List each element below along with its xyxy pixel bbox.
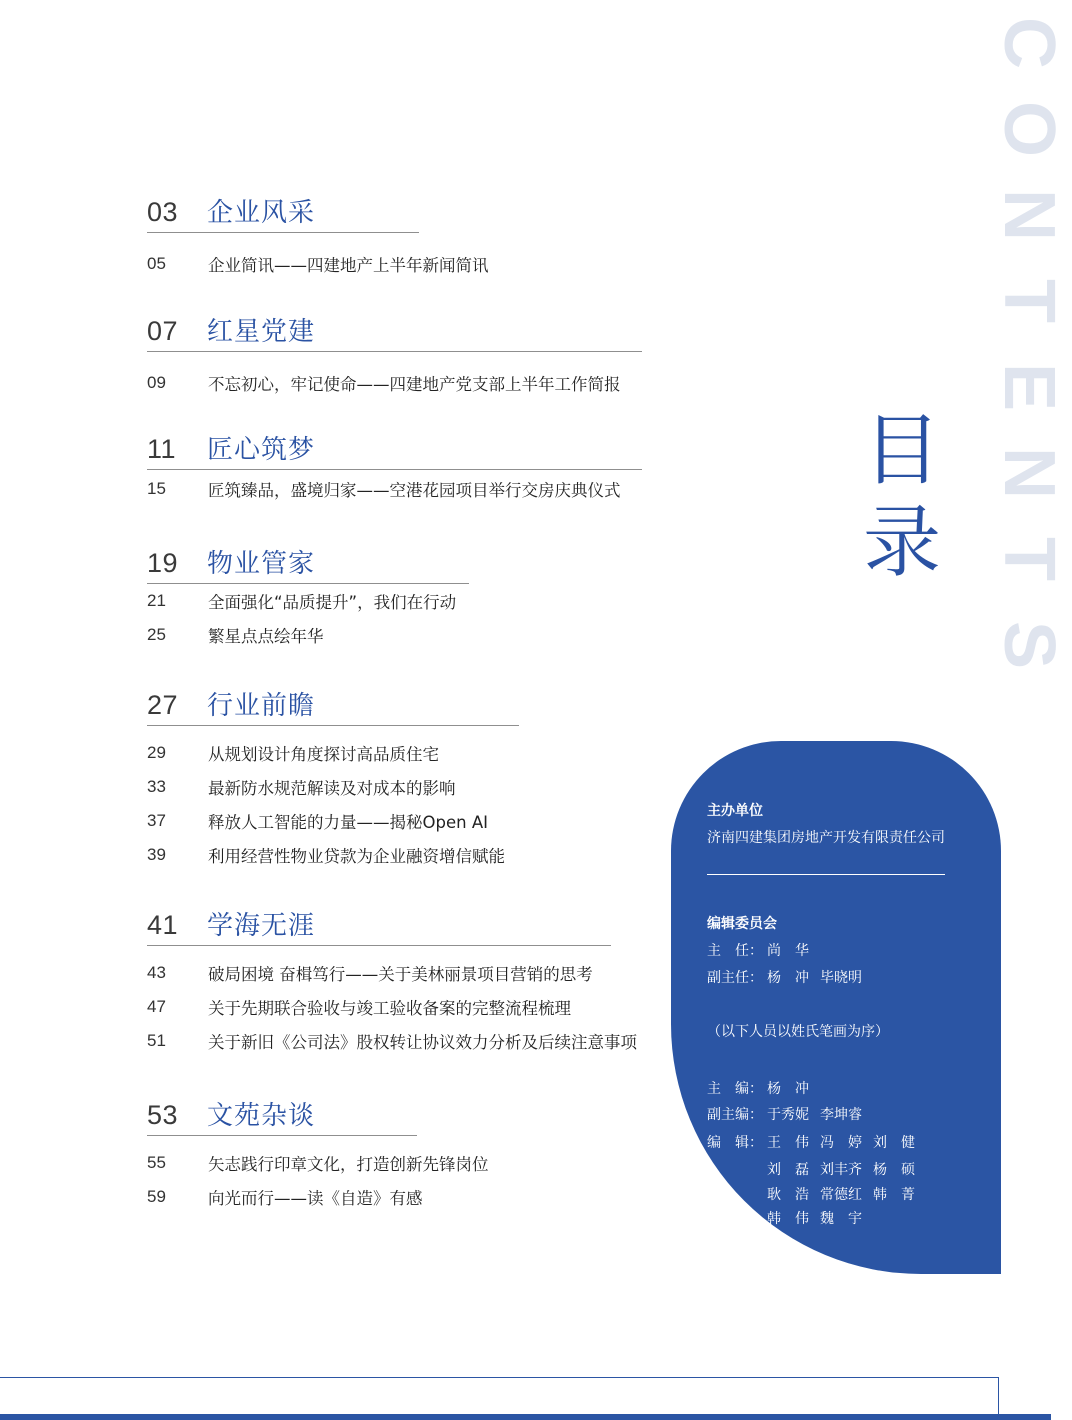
- item-page-number: 43: [147, 963, 166, 982]
- editor-name: 刘 磊: [767, 1162, 809, 1178]
- toc-item[interactable]: [147, 956, 637, 990]
- item-title: 矢志践行印章文化，打造创新先锋岗位: [208, 1155, 489, 1174]
- section-header[interactable]: [147, 429, 642, 465]
- section-title: 行业前瞻: [207, 691, 316, 721]
- section-header[interactable]: [147, 685, 519, 721]
- toc-item[interactable]: [147, 366, 642, 400]
- deputy-director-row: [707, 967, 873, 987]
- toc-section: [147, 685, 519, 872]
- item-page-number: 25: [147, 625, 166, 644]
- section-header[interactable]: [147, 1095, 489, 1131]
- section-page-number: 53: [147, 1100, 179, 1130]
- deputy-director-name: 毕晓明: [820, 970, 862, 986]
- toc-item[interactable]: [147, 584, 469, 618]
- side-letter: N: [989, 189, 1069, 241]
- item-title: 关于新旧《公司法》股权转让协议效力分析及后续注意事项: [208, 1033, 637, 1052]
- item-title: 匠筑臻品，盛境归家——空港花园项目举行交房庆典仪式: [208, 481, 621, 500]
- toc-item[interactable]: [147, 618, 469, 652]
- item-title: 不忘初心，牢记使命——四建地产党支部上半年工作简报: [208, 375, 621, 394]
- chief-editor-row: [707, 1078, 820, 1098]
- item-title: 繁星点点绘年华: [208, 627, 324, 646]
- item-page-number: 47: [147, 997, 166, 1016]
- side-letter: O: [988, 100, 1069, 158]
- editors-row: [707, 1208, 873, 1228]
- section-title: 文苑杂谈: [207, 1101, 316, 1131]
- section-header[interactable]: [147, 543, 469, 579]
- deputy-director-role: 副主任：: [707, 970, 763, 986]
- editors-row: [707, 1159, 926, 1179]
- committee-label: 编辑委员会: [707, 916, 777, 932]
- toc-section: [147, 905, 637, 1058]
- toc-item[interactable]: [147, 770, 519, 804]
- section-title: 匠心筑梦: [207, 435, 316, 465]
- side-letter: S: [989, 620, 1069, 670]
- item-page-number: 55: [147, 1153, 166, 1172]
- editor-name: 韩 伟: [767, 1211, 809, 1227]
- editor-name: 耿 浩: [767, 1187, 809, 1203]
- item-title: 利用经营性物业贷款为企业融资增信赋能: [208, 847, 505, 866]
- section-title: 学海无涯: [207, 911, 316, 941]
- toc-section: [147, 543, 469, 652]
- editor-name: 冯 婷: [820, 1135, 862, 1151]
- editors-role: 编 辑：: [707, 1135, 763, 1151]
- section-page-number: 41: [147, 910, 179, 940]
- item-page-number: 51: [147, 1031, 166, 1050]
- director-row: [707, 940, 820, 960]
- footer-bar: [0, 1414, 1051, 1420]
- section-header[interactable]: [147, 905, 637, 941]
- sponsor-name: 济南四建集团房地产开发有限责任公司: [707, 830, 945, 846]
- toc-item[interactable]: [147, 1024, 637, 1058]
- editors-row: [707, 1132, 926, 1152]
- side-letter: C: [989, 17, 1069, 69]
- deputy-editor-name: 李坤睿: [820, 1107, 862, 1123]
- toc-section: [147, 311, 642, 400]
- chief-editor-name: 杨 冲: [767, 1081, 809, 1097]
- toc-item[interactable]: [147, 472, 642, 506]
- editor-name: 韩 菁: [873, 1187, 915, 1203]
- toc-item[interactable]: [147, 1146, 489, 1180]
- toc-item[interactable]: [147, 990, 637, 1024]
- item-title: 企业简讯——四建地产上半年新闻简讯: [208, 256, 489, 275]
- editor-name: 魏 宇: [820, 1211, 862, 1227]
- toc-item[interactable]: [147, 804, 519, 838]
- item-title: 从规划设计角度探讨高品质住宅: [208, 745, 439, 764]
- editor-name: 刘 健: [873, 1135, 915, 1151]
- title-char: 录: [862, 498, 941, 588]
- masthead-card: [671, 741, 1001, 1274]
- section-page-number: 03: [147, 197, 179, 227]
- title-char: 目: [862, 406, 941, 496]
- page-title: [862, 405, 942, 589]
- item-title: 释放人工智能的力量——揭秘Open AI: [208, 813, 488, 832]
- item-page-number: 15: [147, 479, 166, 498]
- editor-name: 刘丰齐: [820, 1162, 862, 1178]
- section-page-number: 11: [147, 434, 177, 464]
- editor-name: 王 伟: [767, 1135, 809, 1151]
- item-page-number: 09: [147, 373, 166, 392]
- toc-section: [147, 429, 642, 506]
- side-letter: E: [989, 362, 1069, 412]
- item-page-number: 29: [147, 743, 166, 762]
- section-page-number: 07: [147, 316, 179, 346]
- director-role: 主 任：: [707, 943, 763, 959]
- item-page-number: 59: [147, 1187, 166, 1206]
- item-page-number: 33: [147, 777, 166, 796]
- item-title: 全面强化“品质提升”，我们在行动: [208, 593, 457, 612]
- editor-name: 杨 硕: [873, 1162, 915, 1178]
- section-title: 红星党建: [207, 317, 316, 347]
- section-header[interactable]: [147, 311, 642, 347]
- deputy-editor-name: 于秀妮: [767, 1107, 809, 1123]
- deputy-editor-row: [707, 1104, 873, 1124]
- deputy-director-name: 杨 冲: [767, 970, 809, 986]
- section-page-number: 27: [147, 690, 179, 720]
- item-title: 向光而行——读《自造》有感: [208, 1189, 423, 1208]
- toc-item[interactable]: [147, 736, 519, 770]
- side-letter: N: [989, 447, 1069, 499]
- toc-section: [147, 192, 489, 281]
- card-divider: [707, 874, 945, 875]
- contents-side-word: [988, 0, 1069, 688]
- item-page-number: 37: [147, 811, 166, 830]
- item-page-number: 39: [147, 845, 166, 864]
- item-title: 最新防水规范解读及对成本的影响: [208, 779, 456, 798]
- item-page-number: 05: [147, 254, 166, 273]
- toc-item[interactable]: [147, 838, 519, 872]
- toc-item[interactable]: [147, 1180, 489, 1214]
- order-note: （以下人员以姓氏笔画为序）: [707, 1024, 889, 1040]
- section-page-number: 19: [147, 548, 179, 578]
- toc-section: [147, 1095, 489, 1214]
- footer-frame: [0, 1377, 999, 1419]
- section-title: 物业管家: [207, 549, 316, 579]
- deputy-editor-role: 副主编：: [707, 1107, 763, 1123]
- section-title: 企业风采: [207, 198, 316, 228]
- chief-editor-role: 主 编：: [707, 1081, 763, 1097]
- side-letter: T: [988, 537, 1069, 581]
- sponsor-label: 主办单位: [707, 803, 763, 819]
- editors-row: [707, 1184, 926, 1204]
- director-name: 尚 华: [767, 943, 809, 959]
- item-title: 关于先期联合验收与竣工验收备案的完整流程梳理: [208, 999, 571, 1018]
- editor-name: 常德红: [820, 1187, 862, 1203]
- item-title: 破局困境 奋楫笃行——关于美林丽景项目营销的思考: [208, 965, 593, 984]
- toc-item[interactable]: [147, 247, 489, 281]
- item-page-number: 21: [147, 591, 166, 610]
- side-letter: T: [988, 279, 1069, 323]
- section-header[interactable]: [147, 192, 489, 228]
